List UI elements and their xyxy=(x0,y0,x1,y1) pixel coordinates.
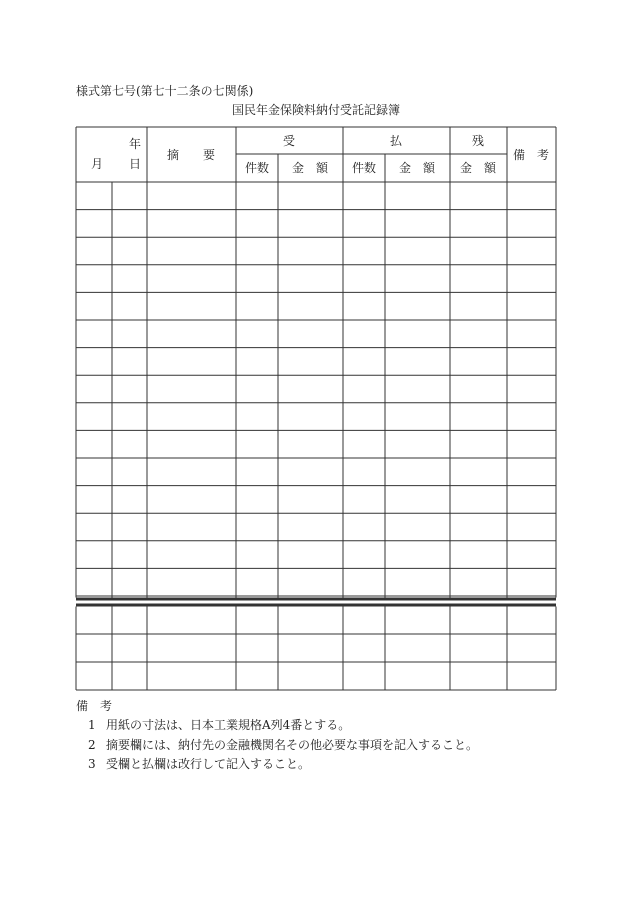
note-text: 摘要欄には、納付先の金融機関名その他必要な事項を記入すること。 xyxy=(106,738,479,752)
note-text: 受欄と払欄は改行して記入すること。 xyxy=(106,757,311,771)
note-text: 用紙の寸法は、日本工業規格A列4番とする。 xyxy=(106,718,351,732)
header-amount-balance: 金 額 xyxy=(459,161,497,175)
header-payment: 払 xyxy=(389,134,403,148)
form-number: 様式第七号(第七十二条の七関係) xyxy=(76,84,254,98)
header-year: 年 xyxy=(129,137,142,151)
header-count-payment: 件数 xyxy=(351,161,377,175)
header-count-receipt: 件数 xyxy=(244,161,270,175)
note-number: 1 xyxy=(88,718,96,732)
note-number: 2 xyxy=(88,738,96,752)
header-day: 日 xyxy=(129,157,142,171)
header-month: 月 xyxy=(91,157,104,171)
note-number: 3 xyxy=(88,757,96,771)
header-amount-receipt: 金 額 xyxy=(291,161,329,175)
header-summary: 摘 要 xyxy=(166,148,216,162)
header-receipt: 受 xyxy=(282,134,296,148)
document-title: 国民年金保険料納付受託記録簿 xyxy=(231,103,401,117)
header-remarks: 備 考 xyxy=(512,148,550,162)
header-balance: 残 xyxy=(471,134,485,148)
header-amount-payment: 金 額 xyxy=(398,161,436,175)
notes-heading: 備 考 xyxy=(76,699,113,713)
